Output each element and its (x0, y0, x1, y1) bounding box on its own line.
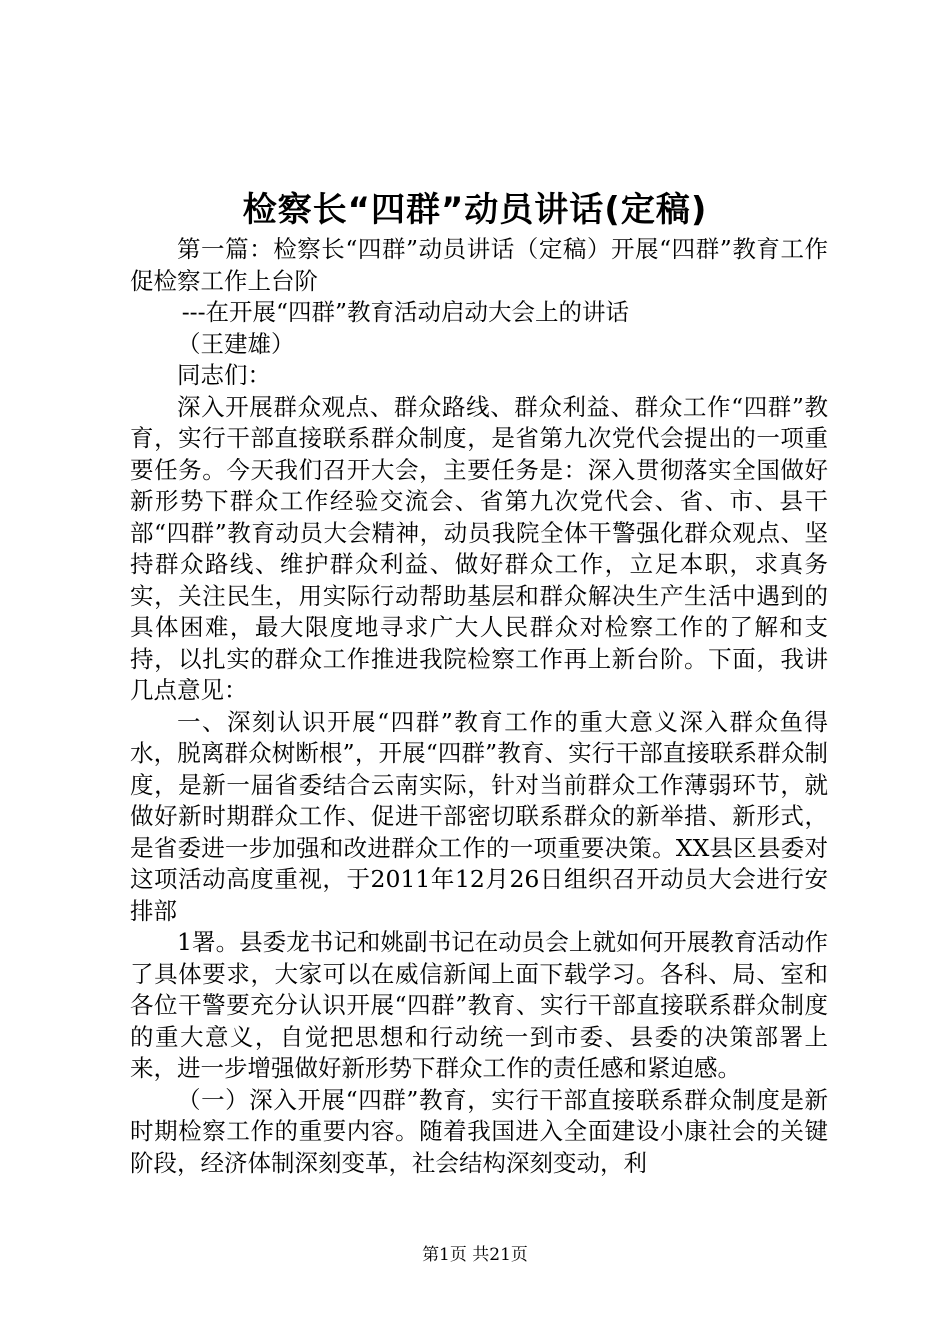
document-body (130, 234, 828, 1179)
document-title: 检察长“四群”动员讲话(定稿) (242, 190, 708, 230)
paragraph-continuation: 1署。县委龙书记和姚副书记在动员会上就如何开展教育活动作了具体要求，大家可以在威信新闻上面下载学习。各科、局、室和各位干警要充分认识开展“四群”教育、实行干部直接联系群众制度的重大意义，自觉把思想和行动统一到市委、县委的决策部署上来，进一步增强做好新形势下群众工作的责任感和紧迫感。 (130, 928, 828, 1082)
page-number-footer: 第1页 共21页 (422, 1245, 528, 1265)
paragraph-salutation: 同志们： (177, 361, 271, 389)
paragraph-section-one: 一、深刻认识开展“四群”教育工作的重大意义深入群众鱼得水，脱离群众树断根”，开展“四群”教育、实行干部直接联系群众制度，是新一届省委结合云南实际，针对当前群众工作薄弱环节，就做好新时期群众工作、促进干部密切联系群众的新举措、新形式，是省委进一步加强和改进群众工作的一项重要决策。XX县区县委对这项活动高度重视，于2011年12月26日组织召开动员大会进行安排部 (130, 707, 828, 925)
paragraph-intro: 第一篇：检察长“四群”动员讲话（定稿）开展“四群”教育工作促检察工作上台阶 (130, 235, 828, 295)
paragraph-subtitle: ---在开展“四群”教育活动启动大会上的讲话 (181, 298, 630, 326)
paragraph-speaker: （王建雄） (177, 329, 295, 358)
paragraph-body: 深入开展群众观点、群众路线、群众利益、群众工作“四群”教育，实行干部直接联系群众制度，是省第九次党代会提出的一项重要任务。今天我们召开大会，主要任务是：深入贯彻落实全国做好新形势下群众工作经验交流会、省第九次党代会、省、市、县干部“四群”教育动员大会精神，动员我院全体干警强化群众观点、坚持群众路线、维护群众利益、做好群众工作，立足本职，求真务实，关注民生，用实际行动帮助基层和群众解决生产生活中遇到的具体困难，最大限度地寻求广大人民群众对检察工作的了解和支持，以扎实的群众工作推进我院检察工作再上新台阶。下面，我讲几点意见： (130, 392, 828, 704)
paragraph-subsection-one: （一）深入开展“四群”教育，实行干部直接联系群众制度是新时期检察工作的重要内容。随着我国进入全面建设小康社会的关键阶段，经济体制深刻变革，社会结构深刻变动，利 (130, 1085, 828, 1177)
